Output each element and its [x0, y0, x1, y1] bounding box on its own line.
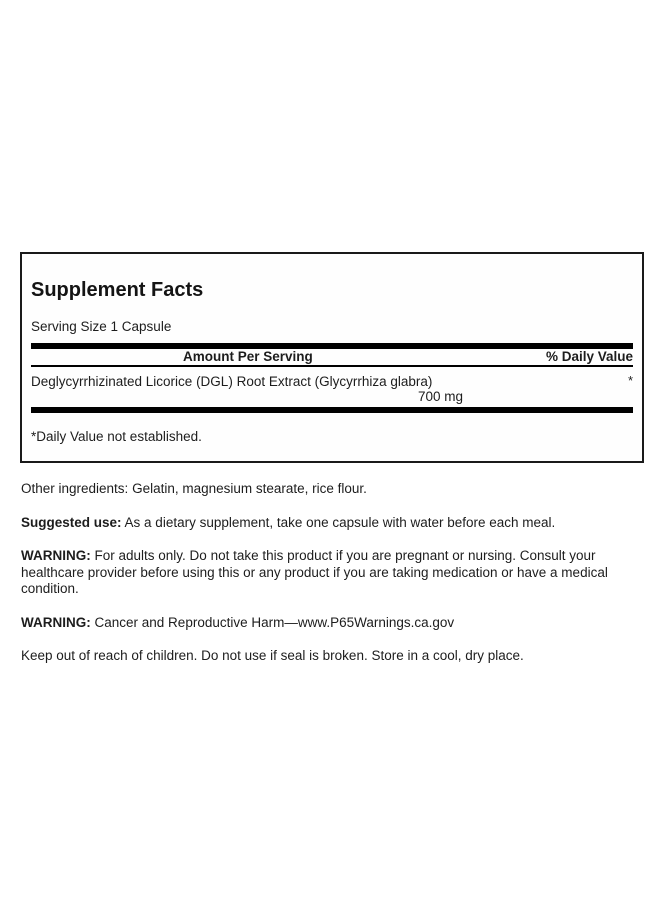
- suggested-use-text: As a dietary supplement, take one capsule with water before each meal.: [124, 514, 556, 530]
- daily-value-footnote: *Daily Value not established.: [31, 429, 202, 444]
- suggested-use-label: Suggested use:: [21, 514, 122, 530]
- serving-size: Serving Size 1 Capsule: [31, 319, 172, 334]
- ingredient-daily-value: *: [627, 373, 633, 388]
- column-header-row: [31, 349, 633, 367]
- other-ingredients-paragraph: [21, 481, 643, 498]
- supplement-facts-panel: [20, 252, 644, 463]
- warning-label: WARNING:: [21, 548, 91, 563]
- divider-thick-bottom: [31, 407, 633, 413]
- suggested-use-paragraph: [21, 515, 643, 532]
- warning-prop65-paragraph: [21, 615, 643, 632]
- storage-text: Keep out of reach of children. Do not use if seal is broken. Store in a cool, dry place.: [21, 648, 524, 663]
- label-details: [21, 481, 643, 682]
- ingredient-amount: 700 mg: [418, 388, 464, 404]
- storage-paragraph: [21, 648, 643, 665]
- amount-per-serving-header: Amount Per Serving: [183, 349, 313, 364]
- other-ingredients-label: Other ingredients:: [21, 481, 129, 496]
- percent-daily-value-header: % Daily Value: [545, 349, 633, 364]
- warning-adults-text: For adults only. Do not take this product if you are pregnant or nursing. Consult your healthcare provider before using this or any product if you are taking medication or have a medical condition.: [21, 548, 608, 596]
- warning-prop65-text: Cancer and Reproductive Harm—www.P65Warnings.ca.gov: [94, 614, 455, 630]
- ingredient-name: Deglycyrrhizinated Licorice (DGL) Root Extract (Glycyrrhiza glabra): [31, 374, 433, 389]
- warning-adults-paragraph: [21, 548, 643, 598]
- ingredient-row: [31, 367, 633, 407]
- warning-prop65-label: WARNING:: [21, 614, 91, 630]
- other-ingredients-text: Gelatin, magnesium stearate, rice flour.: [132, 481, 367, 496]
- panel-title: Supplement Facts: [31, 279, 204, 301]
